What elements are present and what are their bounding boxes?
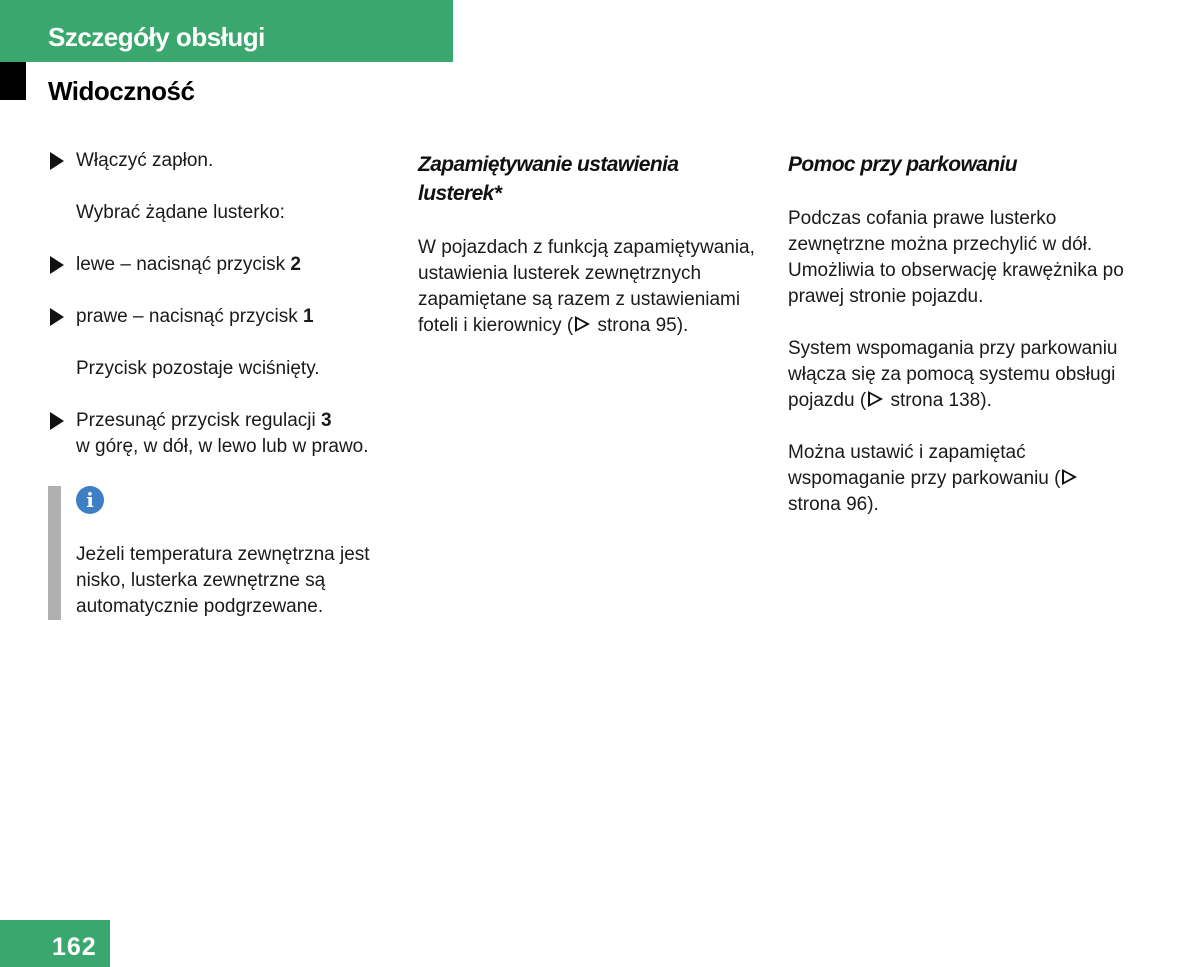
page-reference-arrow-icon xyxy=(575,316,590,332)
step-left-mirror xyxy=(48,252,398,278)
memory-paragraph xyxy=(418,235,763,339)
info-text: Jeżeli temperatura zewnętrzna jest nisko, lusterka zewnętrzne są automatycznie podgrzewane. xyxy=(76,544,370,617)
info-note xyxy=(48,486,398,620)
step-ignition xyxy=(48,148,398,174)
page-reference-text[interactable]: strona 96). xyxy=(788,494,879,515)
chapter-title: Szczegóły obsługi xyxy=(48,22,265,52)
info-bar xyxy=(48,486,61,620)
step-text: prawe – nacisnąć przycisk xyxy=(76,306,304,327)
section-marker xyxy=(0,62,26,100)
parking-paragraph-1: Podczas cofania prawe lusterko zewnętrzne można przechylić w dół. Umożliwia to obserwację krawężnika po prawej stronie pojazdu. xyxy=(788,208,1124,307)
column-right xyxy=(788,150,1134,544)
paragraph-text: Można ustawić i zapamiętać wspomaganie przy parkowaniu ( xyxy=(788,442,1061,489)
paragraph-text: W pojazdach z funkcją zapamiętywania, ustawienia lusterek zewnętrznych zapamiętane są razem z ustawieniami foteli i kierownicy ( xyxy=(418,237,755,336)
button-number: 1 xyxy=(303,306,314,327)
paragraph-text: System wspomagania przy parkowaniu włącza się za pomocą systemu obsługi pojazdu ( xyxy=(788,338,1118,411)
memory-section-title: Zapamiętywanie ustawienia lusterek* xyxy=(418,153,679,205)
step-text: Przesunąć przycisk regulacji xyxy=(76,410,321,431)
page-reference-arrow-icon xyxy=(1062,469,1077,485)
step-adjust xyxy=(48,408,398,460)
choose-mirror-text: Wybrać żądane lusterko: xyxy=(76,202,285,223)
section-title: Widoczność xyxy=(48,76,195,106)
triangle-right-icon xyxy=(50,412,64,430)
step-text: Włączyć zapłon. xyxy=(76,150,214,171)
button-number: 2 xyxy=(290,254,301,275)
button-pressed-text: Przycisk pozostaje wciśnięty. xyxy=(76,358,320,379)
button-number: 3 xyxy=(320,410,332,431)
triangle-right-icon xyxy=(50,152,64,170)
page-reference-text[interactable]: strona 138). xyxy=(885,390,992,411)
parking-paragraph-3 xyxy=(788,440,1134,518)
parking-paragraph-2 xyxy=(788,336,1134,414)
triangle-right-icon xyxy=(50,308,64,326)
parking-section-title: Pomoc przy parkowaniu xyxy=(788,153,1017,176)
step-text: lewe – nacisnąć przycisk xyxy=(76,254,291,275)
info-icon: i xyxy=(76,486,104,514)
step-right-mirror xyxy=(48,304,398,330)
page-number: 162 xyxy=(52,933,97,961)
page-reference-text[interactable]: strona 95). xyxy=(592,315,689,336)
column-middle xyxy=(418,150,763,365)
step-text-cont: w górę, w dół, w lewo lub w prawo. xyxy=(76,436,369,457)
page-reference-arrow-icon xyxy=(868,391,883,407)
column-left xyxy=(48,148,398,620)
triangle-right-icon xyxy=(50,256,64,274)
